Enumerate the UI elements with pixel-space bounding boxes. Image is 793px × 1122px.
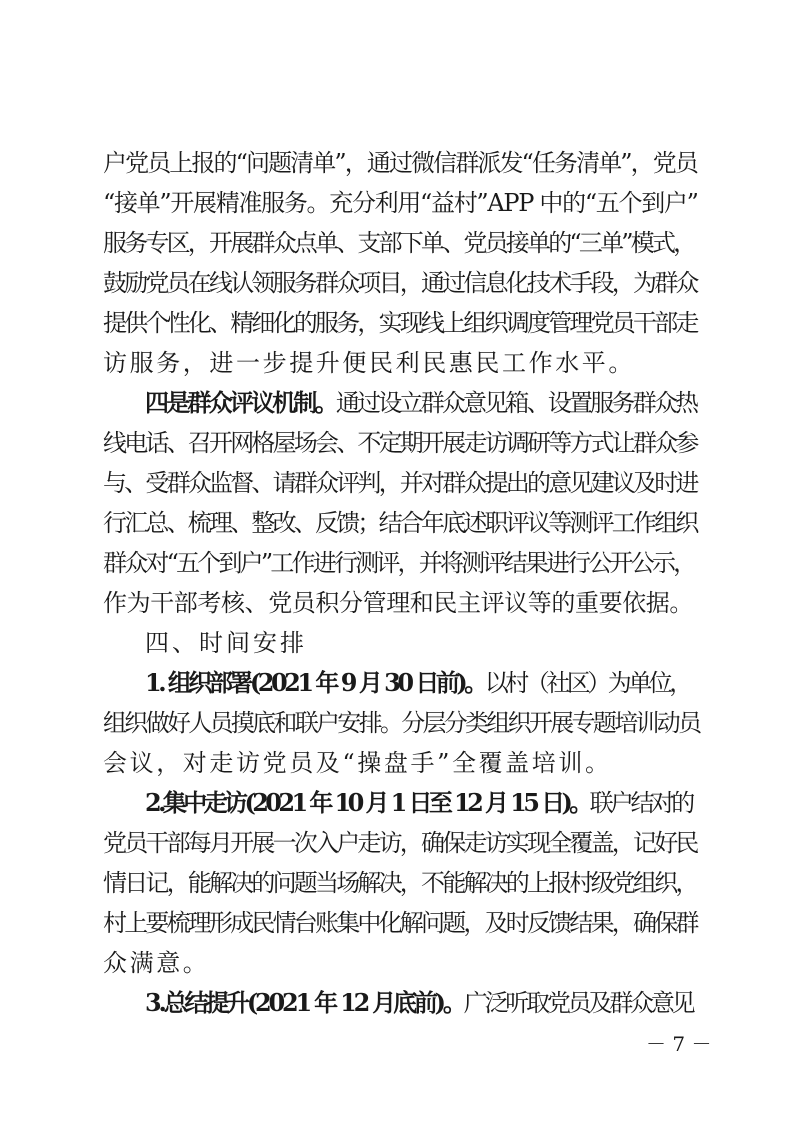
- section-heading: [145, 627, 307, 659]
- line-text: 联户结对的: [589, 789, 692, 817]
- paragraph-first-line: [145, 387, 696, 419]
- line-text: 群众对“五个到户”工作进行测评，并将测评结果进行公开公示，: [103, 549, 695, 577]
- line-text: 情日记，能解决的问题当场解决，不能解决的上报村级党组织，: [103, 869, 697, 897]
- body-line: [103, 547, 694, 579]
- body-line: [103, 187, 698, 219]
- body-line: [103, 147, 697, 179]
- lead-phrase: 2.集中走访(2021 年 10 月 1 日至 12 月 15 日)。: [145, 788, 590, 817]
- body-line: [103, 307, 697, 339]
- line-text: 与、受群众监督、请群众评判，并对群众提出的意见建议及时进: [103, 469, 697, 497]
- body-line: [103, 427, 697, 459]
- line-text: 户党员上报的“问题清单”，通过微信群派发“任务清单”，党员: [103, 149, 697, 177]
- body-line: [103, 227, 694, 259]
- line-text: 村上要梳理形成民情台账集中化解问题，及时反馈结果，确保群: [103, 909, 697, 937]
- line-text: 提供个性化、精细化的服务，实现线上组织调度管理党员干部走: [103, 309, 697, 337]
- body-line: [103, 707, 699, 739]
- line-text: 通过设立群众意见箱、设置服务群众热: [335, 389, 697, 417]
- line-text: 鼓励党员在线认领服务群众项目，通过信息化技术手段，为群众: [103, 269, 697, 297]
- paragraph-first-line: [145, 667, 690, 699]
- line-text: 党员干部每月开展一次入户走访，确保走访实现全覆盖，记好民: [103, 829, 697, 857]
- body-line: [103, 587, 693, 619]
- body-line: [103, 827, 697, 859]
- lead-phrase: 3.总结提升(2021 年 12 月底前)。: [145, 988, 464, 1017]
- line-text: 作为干部考核、党员积分管理和民主评议等的重要依据。: [103, 589, 693, 617]
- paragraph-first-line: [145, 787, 692, 819]
- body-line: [103, 867, 697, 899]
- line-text: 会议，对走访党员及“操盘手”全覆盖培训。: [103, 749, 612, 777]
- line-text: 服务专区，开展群众点单、支部下单、党员接单的“三单”模式，: [103, 229, 695, 257]
- line-text: 组织做好人员摸底和联户安排。分层分类组织开展专题培训动员: [103, 709, 700, 737]
- line-text: 访服务，进一步提升便民利民惠民工作水平。: [103, 349, 635, 377]
- line-text: 广泛听取党员及群众意见: [463, 989, 693, 1017]
- paragraph-first-line: [145, 987, 692, 1019]
- lead-phrase: 四是群众评议机制。: [145, 388, 336, 417]
- heading-text: 四、时间安排: [145, 629, 307, 657]
- body-line: [103, 347, 635, 379]
- line-text: “接单”开展精准服务。充分利用“益村”APP 中的“五个到户”: [103, 189, 698, 217]
- line-text: 众满意。: [103, 949, 210, 977]
- lead-phrase: 1. 组织部署(2021 年 9 月 30 日前)。: [145, 668, 485, 697]
- line-text: 行汇总、梳理、整改、反馈；结合年底述职评议等测评工作组织: [103, 509, 697, 537]
- body-line: [103, 907, 697, 939]
- line-text: 线电话、召开网格屋场会、不定期开展走访调研等方式让群众参: [103, 429, 697, 457]
- body-line: [103, 747, 612, 779]
- page-number: － 7 －: [646, 1032, 712, 1056]
- line-text: 以村（社区）为单位，: [484, 669, 690, 697]
- body-line: [103, 507, 697, 539]
- body-line: [103, 947, 209, 979]
- body-line: [103, 267, 697, 299]
- body-line: [103, 467, 697, 499]
